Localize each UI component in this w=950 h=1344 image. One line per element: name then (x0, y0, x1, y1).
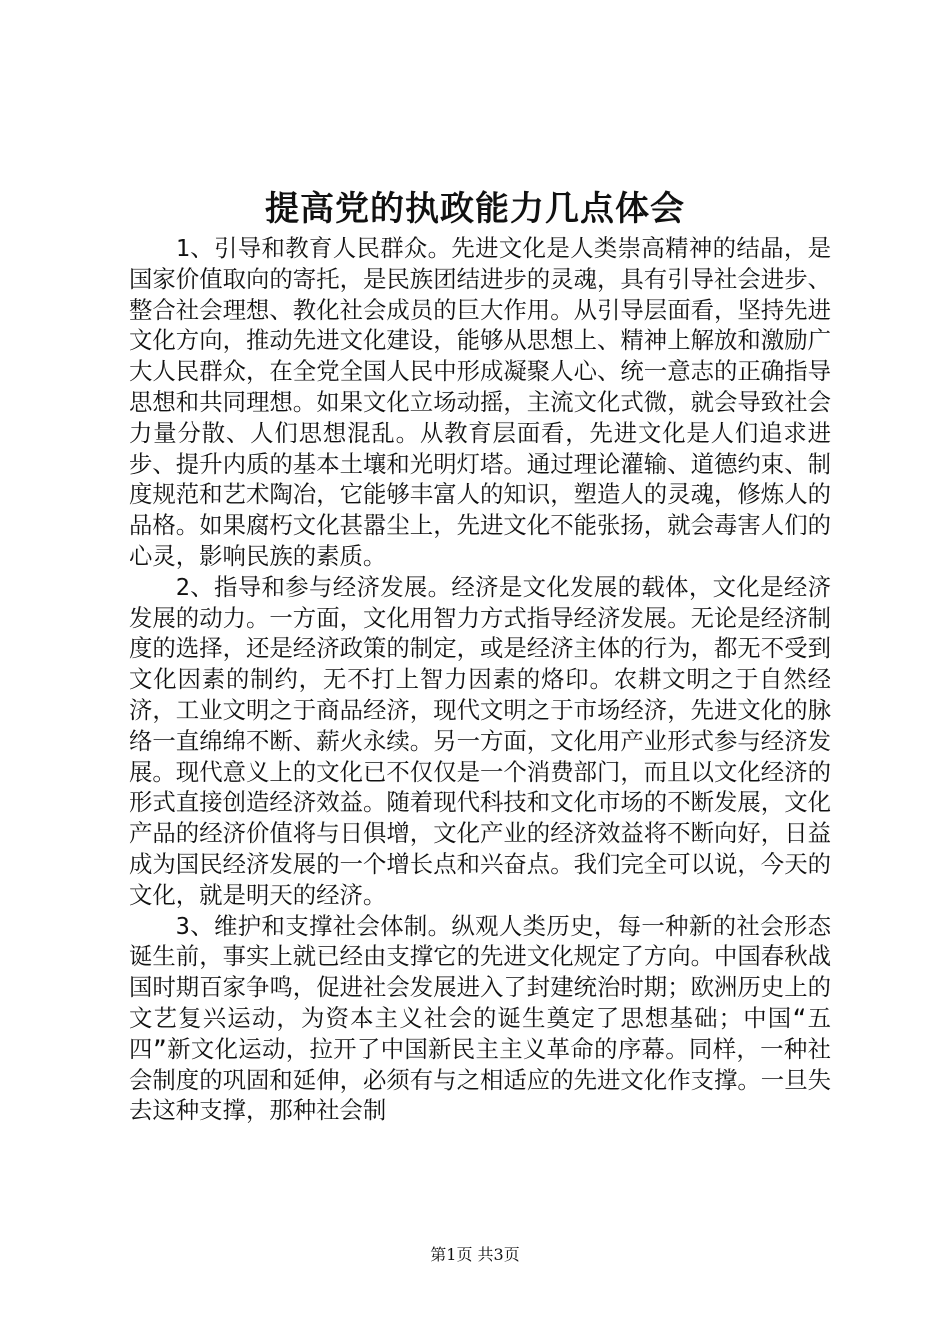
document-body (129, 233, 831, 1126)
page-number-footer: 第1页 共3页 (430, 1245, 520, 1264)
paragraph-3: 3、维护和支撑社会体制。纵观人类历史，每一种新的社会形态诞生前，事实上就已经由支撑它的先进文化规定了方向。中国春秋战国时期百家争鸣，促进社会发展进入了封建统治时期；欧洲历史上的文艺复兴运动，为资本主义社会的诞生奠定了思想基础；中国“五四”新文化运动，拉开了中国新民主主义革命的序幕。同样，一种社会制度的巩固和延伸，必须有与之相适应的先进文化作支撑。一旦失去这种支撑，那种社会制 (129, 911, 831, 1125)
paragraph-2: 2、指导和参与经济发展。经济是文化发展的载体，文化是经济发展的动力。一方面，文化用智力方式指导经济发展。无论是经济制度的选择，还是经济政策的制定，或是经济主体的行为，都无不受到文化因素的制约，无不打上智力因素的烙印。农耕文明之于自然经济，工业文明之于商品经济，现代文明之于市场经济，先进文化的脉络一直绵绵不断、薪火永续。另一方面，文化用产业形式参与经济发展。现代意义上的文化已不仅仅是一个消费部门，而且以文化经济的形式直接创造经济效益。随着现代科技和文化市场的不断发展，文化产品的经济价值将与日俱增，文化产业的经济效益将不断向好，日益成为国民经济发展的一个增长点和兴奋点。我们完全可以说，今天的文化，就是明天的经济。 (129, 572, 831, 909)
document-title: 提高党的执政能力几点体会 (265, 189, 685, 229)
paragraph-1: 1、引导和教育人民群众。先进文化是人类崇高精神的结晶，是国家价值取向的寄托，是民族团结进步的灵魂，具有引导社会进步、整合社会理想、教化社会成员的巨大作用。从引导层面看，坚持先进文化方向，推动先进文化建设，能够从思想上、精神上解放和激励广大人民群众，在全党全国人民中形成凝聚人心、统一意志的正确指导思想和共同理想。如果文化立场动摇，主流文化式微，就会导致社会力量分散、人们思想混乱。从教育层面看，先进文化是人们追求进步、提升内质的基本土壤和光明灯塔。通过理论灌输、道德约束、制度规范和艺术陶冶，它能够丰富人的知识，塑造人的灵魂，修炼人的品格。如果腐朽文化甚嚣尘上，先进文化不能张扬，就会毒害人们的心灵，影响民族的素质。 (129, 234, 831, 570)
